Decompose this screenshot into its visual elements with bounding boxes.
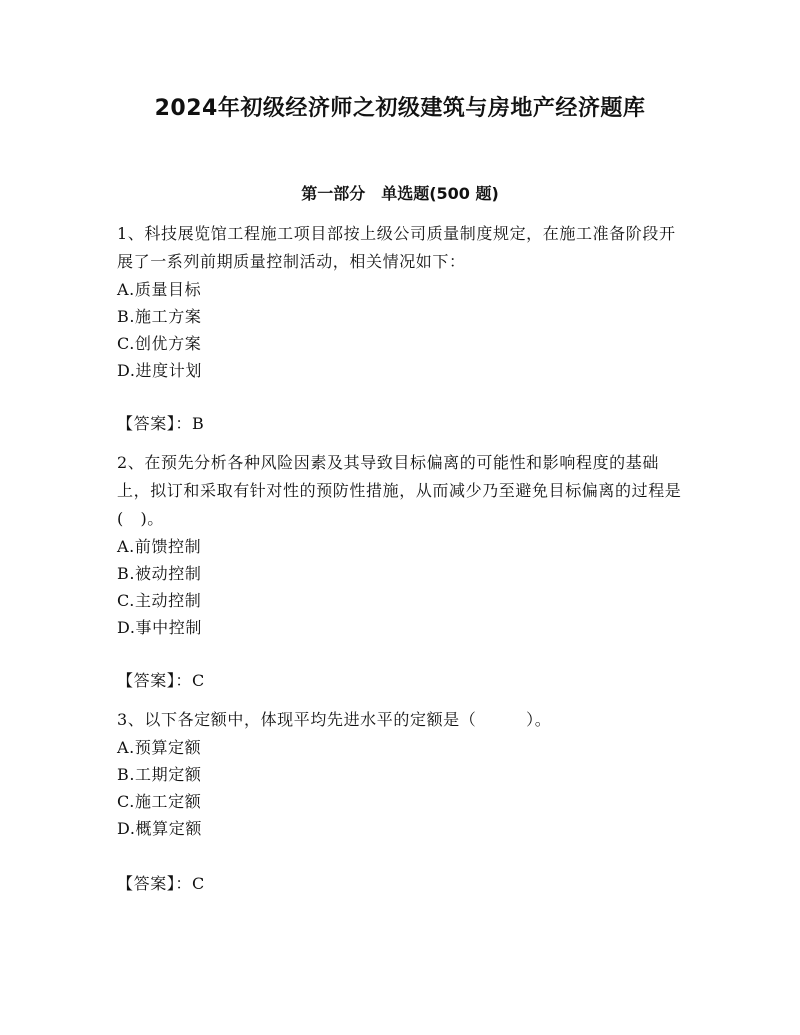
document-title: 2024年初级经济师之初级建筑与房地产经济题库 (154, 96, 646, 121)
option-b[interactable]: B.施工方案 (117, 307, 202, 326)
option-b[interactable]: B.工期定额 (117, 765, 202, 784)
question-2 (117, 449, 687, 695)
option-a[interactable]: A.质量目标 (117, 280, 202, 299)
option-c[interactable]: C.主动控制 (117, 591, 202, 610)
option-a[interactable]: A.前馈控制 (117, 537, 202, 556)
answer-label: 【答案】：C (117, 874, 205, 893)
question-list (117, 220, 687, 898)
question-3 (117, 706, 687, 898)
section-heading: 第一部分 单选题(500 题) (301, 184, 499, 203)
answer-label: 【答案】：B (117, 414, 205, 433)
option-d[interactable]: D.进度计划 (117, 361, 202, 380)
option-d[interactable]: D.事中控制 (117, 618, 202, 637)
option-a[interactable]: A.预算定额 (117, 738, 202, 757)
option-c[interactable]: C.创优方案 (117, 334, 202, 353)
question-stem: 2、在预先分析各种风险因素及其导致目标偏离的可能性和影响程度的基础上，拟订和采取有针对性的预防性措施，从而减少乃至避免目标偏离的过程是( )。 (117, 453, 682, 528)
option-c[interactable]: C.施工定额 (117, 792, 202, 811)
question-stem: 3、以下各定额中，体现平均先进水平的定额是（ ）。 (117, 710, 552, 729)
option-b[interactable]: B.被动控制 (117, 564, 202, 583)
question-1 (117, 220, 687, 438)
answer-label: 【答案】：C (117, 671, 205, 690)
option-d[interactable]: D.概算定额 (117, 819, 202, 838)
question-stem: 1、科技展览馆工程施工项目部按上级公司质量制度规定，在施工准备阶段开展了一系列前期质量控制活动，相关情况如下： (117, 224, 676, 271)
